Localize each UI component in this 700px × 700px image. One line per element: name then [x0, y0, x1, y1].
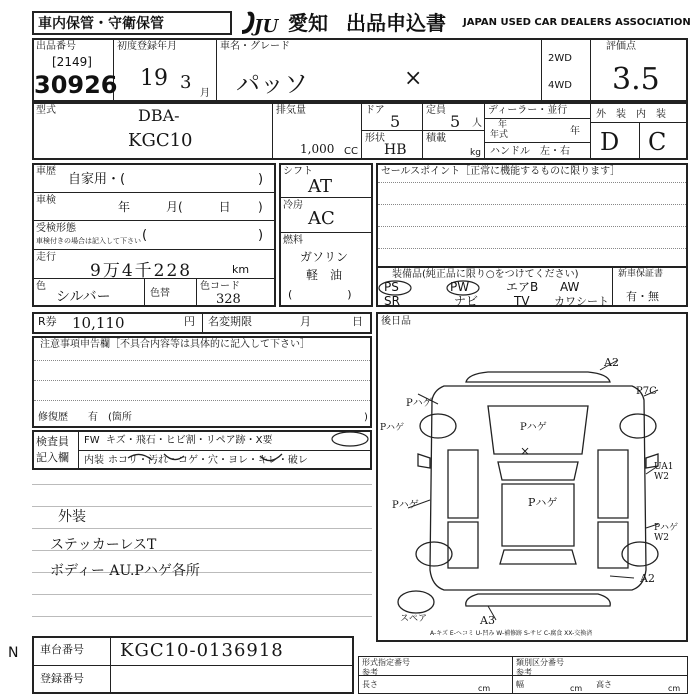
aircon-label: 冷房	[283, 200, 303, 211]
owner-label: 車歴	[36, 166, 56, 177]
shape-value: HB	[384, 142, 407, 158]
ref1-label: 参考	[362, 668, 378, 677]
color-label: 色	[36, 281, 46, 292]
ext-int-label: 外 装 内 装	[596, 109, 666, 120]
owner-close: )	[258, 172, 264, 187]
model-name: パッソ	[236, 70, 308, 98]
mark-front-left: Pハゲ	[406, 398, 433, 409]
deadline-month: 月	[300, 315, 311, 328]
equip-tv: TV	[514, 294, 530, 308]
pw-circle-icon	[447, 281, 479, 295]
repair-close: )	[364, 412, 368, 423]
color-code-value: 328	[216, 292, 241, 307]
first-registration-year: 19	[140, 66, 168, 91]
mark-roof: Pハゲ	[528, 496, 558, 509]
notes-label: 注意事項申告欄［不具合内容等は具体的に記入して下さい］	[40, 339, 310, 350]
grade-label: 評価点	[606, 41, 636, 52]
length-label: 長さ	[362, 680, 378, 689]
equip-circles	[378, 278, 508, 296]
first-registration-month: 3	[180, 72, 192, 93]
capacity-unit: 人	[472, 118, 482, 129]
equip-aw: AW	[560, 280, 580, 294]
inspection-close: )	[258, 200, 263, 214]
equip-leather-seat: カワシート	[554, 295, 609, 308]
drive-2wd: 2WD	[548, 53, 572, 64]
recycle-unit: 円	[184, 315, 195, 328]
mark-front-right: P7C	[636, 386, 657, 397]
form-title: 出品申込書	[346, 11, 446, 35]
dealer-label: ディーラー・並行	[488, 105, 568, 116]
year-label2: 年式	[490, 130, 509, 140]
ps-circle-icon	[379, 281, 411, 295]
doors-value: 5	[390, 112, 401, 131]
warranty-label: 新車保証書	[618, 269, 664, 279]
inspection-form-paren: (	[142, 228, 148, 243]
sales-point-label: セールスポイント［正常に機能するものに限ります］	[381, 166, 621, 177]
equip-pw: PW	[450, 280, 470, 294]
year-label1: 年	[498, 120, 508, 130]
interior-prefix: 内装	[84, 455, 104, 466]
type-label: 型式	[36, 105, 56, 116]
shape-label: 形状	[365, 133, 385, 144]
owner-value: 自家用・(	[68, 172, 126, 187]
chassis-value: KGC10-0136918	[120, 640, 284, 661]
inspector-label1: 検査員	[36, 435, 69, 448]
fuel-gasoline: ガソリン	[300, 250, 349, 264]
deadline-day: 日	[352, 315, 363, 328]
model-label: 車名・グレード	[220, 41, 290, 52]
year-suffix: 年	[570, 126, 580, 137]
exterior-prefix: FW	[84, 435, 100, 446]
grade-value: 3.5	[612, 62, 660, 97]
mark-n: N	[8, 645, 19, 661]
load-label: 積載	[426, 133, 446, 144]
lot-number: 30926	[34, 71, 118, 99]
lot-sub-number: [2149]	[52, 55, 92, 69]
mark-unused: Pハゲ	[380, 423, 405, 433]
interior-items: ホコリ・汚れ・コゲ・穴・ヨレ・キレ・破レ	[108, 455, 308, 466]
mark-hood: Pハゲ	[520, 422, 547, 433]
color-change-label: 色替	[150, 288, 170, 299]
mark-right-front-door: UA1 W2	[654, 462, 674, 482]
remark-line3: ボディー AU.Pハゲ各所	[50, 563, 200, 579]
shift-value: AT	[308, 176, 333, 197]
equip-navi: ナビ	[454, 294, 479, 308]
mark-front-a2: A2	[604, 356, 619, 369]
x-circle-icon	[332, 432, 368, 446]
ju-logo	[240, 10, 288, 38]
logo-text: JU	[254, 16, 279, 37]
mileage-unit: km	[232, 263, 250, 276]
classification-label: 類別区分番号	[516, 658, 564, 667]
name-change-label: 名変期限	[208, 315, 252, 328]
equip-ps: PS	[384, 280, 399, 294]
inspection-form-close: )	[258, 228, 264, 243]
damage-legend: A-キズ E-ヘコミ U-凹み W-補修跡 S-サビ C-腐食 XX-交換済	[430, 630, 593, 637]
type-line1: DBA-	[138, 106, 180, 125]
handle-label: ハンドル 左・右	[490, 146, 570, 157]
width-cm: cm	[570, 684, 583, 693]
mark-right-rear-door: Pハゲ W2	[654, 523, 679, 543]
height-label: 高さ	[596, 680, 612, 689]
mark-left-side: Pハゲ	[392, 500, 419, 511]
fuel-other: ( )	[288, 288, 352, 301]
first-registration-label: 初度登録年月	[117, 41, 177, 52]
inspection-value: 年 月( 日	[118, 200, 231, 214]
color-code-label: 色コード	[200, 281, 240, 292]
repair-label: 修復歴 有 (箇所	[38, 412, 132, 423]
type-line2: KGC10	[128, 130, 193, 151]
lot-number-label: 出品番号	[36, 41, 76, 52]
association-name: JAPAN USED CAR DEALERS ASSOCIATION	[463, 17, 691, 28]
exterior-grade: D	[600, 128, 620, 156]
fuel-diesel: 軽 油	[306, 268, 343, 282]
width-label: 幅	[516, 680, 524, 689]
displacement-value: 1,000	[300, 142, 335, 156]
fuel-label: 燃料	[283, 235, 303, 246]
spare-label: スペア	[400, 614, 428, 624]
mark-rear-a2: A2	[640, 572, 655, 585]
displacement-label: 排気量	[276, 105, 306, 116]
equipment-label: 装備品(純正品に限り○をつけてください)	[392, 269, 579, 280]
mark-rear-a3: A3	[480, 614, 495, 627]
shift-label: シフト	[283, 166, 313, 177]
capacity-label: 定員	[426, 105, 446, 116]
storage-badge-text: 車内保管・守衛保管	[38, 16, 164, 32]
color-value: シルバー	[56, 289, 111, 305]
warranty-value: 有・無	[626, 290, 659, 303]
capacity-value: 5	[450, 112, 461, 131]
remark-line1: 外装	[58, 509, 86, 525]
drive-4wd: 4WD	[548, 80, 572, 91]
load-unit: kg	[470, 148, 481, 158]
inspector-marks	[100, 430, 372, 470]
rear-label: 後日品	[381, 316, 411, 327]
model-grade: ×	[404, 66, 423, 91]
remark-line2: ステッカーレスT	[50, 537, 157, 553]
inspection-form-label: 受検形態	[36, 223, 76, 234]
mileage-label: 走行	[36, 252, 56, 263]
registration-label: 登録番号	[40, 672, 84, 685]
ju-logo-icon	[240, 10, 288, 38]
aircon-value: AC	[308, 208, 335, 229]
inspector-label2: 記入欄	[36, 451, 69, 464]
mileage-value: 9万4千228	[90, 261, 193, 281]
recycle-value: 10,110	[72, 314, 125, 332]
doors-label: ドア	[365, 105, 385, 116]
equip-airbag: エアB	[506, 280, 539, 294]
mark-windshield-x: ×	[520, 444, 531, 458]
exterior-items: キズ・飛石・ヒビ割・リペア跡・X要	[106, 435, 273, 446]
inspection-form-note: 車検付きの場合は記入して下さい	[36, 237, 141, 245]
org-name: 愛知	[288, 11, 328, 35]
height-cm: cm	[668, 684, 681, 693]
scribble-icon	[128, 454, 282, 461]
chassis-label: 車台番号	[40, 643, 84, 656]
interior-grade: C	[648, 128, 667, 156]
ref2-label: 参考	[516, 668, 532, 677]
model-designation-label: 形式指定番号	[362, 658, 410, 667]
displacement-unit: CC	[344, 146, 358, 157]
month-unit: 月	[200, 88, 210, 99]
inspection-label: 車検	[36, 195, 56, 206]
recycle-label: R券	[38, 315, 57, 328]
storage-badge	[32, 11, 232, 35]
length-cm: cm	[478, 684, 491, 693]
equip-sr: SR	[384, 294, 400, 308]
